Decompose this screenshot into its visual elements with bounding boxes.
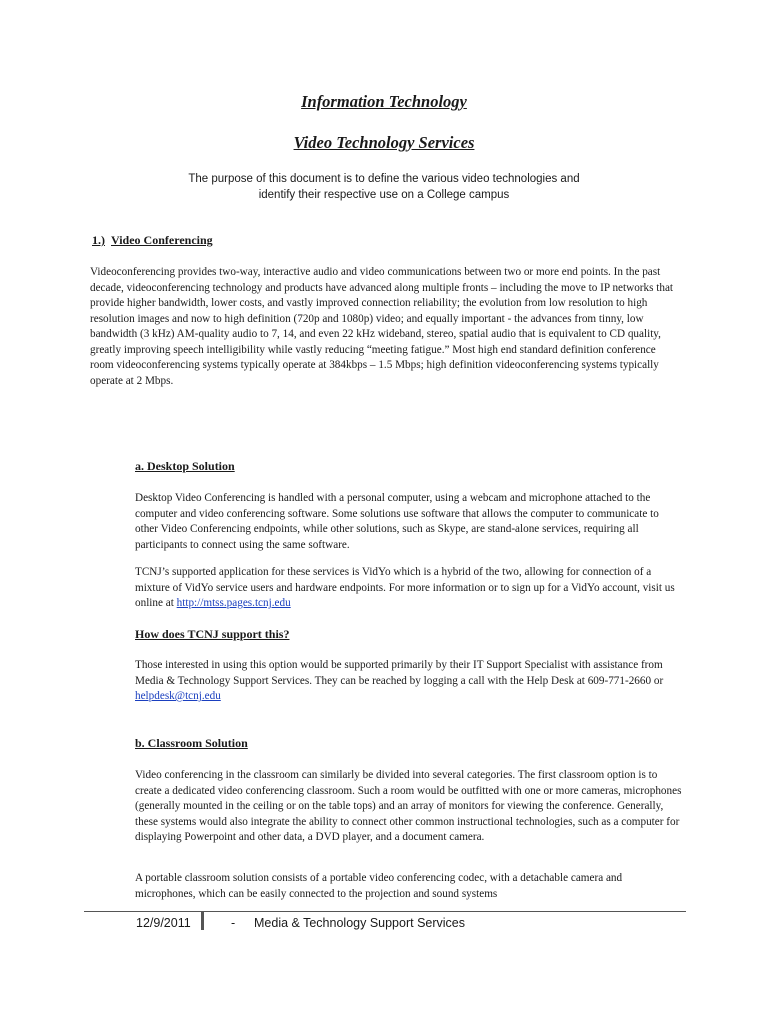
footer-date: 12/9/2011	[136, 916, 191, 930]
desktop-solution-heading: a. Desktop Solution	[135, 459, 235, 473]
desktop-paragraph-1: Desktop Video Conferencing is handled with a personal computer, using a webcam and microphone attached to the computer and video conferencing software. Some solutions use software that allows the computer to communicate to other Video Conferencing endpoints, while other solutions, such as Skype, are stand-alone services, requiring all participants to connect using the same software.	[135, 492, 659, 551]
support-heading: How does TCNJ support this?	[135, 627, 290, 641]
section-1-heading	[92, 233, 213, 248]
document-subtitle: Video Technology Services	[293, 133, 475, 152]
footer-separator	[201, 912, 204, 930]
intro-text	[150, 172, 618, 203]
footer-dash: -	[231, 916, 236, 930]
footer-divider	[84, 911, 686, 912]
footer-department: Media & Technology Support Services	[254, 916, 465, 930]
intro-line-1: The purpose of this document is to define the various video technologies and	[188, 173, 580, 185]
classroom-solution-body	[135, 768, 683, 846]
classroom-solution-heading: b. Classroom Solution	[135, 736, 248, 750]
desktop-paragraph-2-text: TCNJ’s supported application for these services is VidYo which is a hybrid of the two, allowing for connection of a mixture of VidYo service users and hardware endpoints. For more information or to sign up for a VidYo account, visit us online at	[135, 566, 675, 609]
document-title: Information Technology	[301, 92, 467, 111]
intro-line-2: identify their respective use on a College campus	[258, 188, 510, 201]
section-1-paragraph: Videoconferencing provides two-way, interactive audio and video communications between two or more end points. In the past decade, videoconferencing technology and products have advanced along multiple fronts – including the move to IP networks that provide higher bandwidth, lower costs, and vastly improved connection reliability; the evolution from low resolution to high resolution images and now to high definition (720p and 1080p) video; and equally important - the advances from tinny, low bandwidth (3 kHz) AM-quality audio to 7, 14, and even 22 kHz wideband, stereo, spatial audio that is equivalent to CD quality, greatly improving speech intelligibility while vastly reducing “meeting fatigue.” Most high end standard definition conference room videoconferencing systems typically operate at 384kbps – 1.5 Mbps; high definition videoconferencing systems typically operate at 2 Mbps.	[90, 266, 674, 387]
support-body	[135, 658, 683, 705]
desktop-solution-body-2	[135, 565, 683, 612]
section-1-number: 1.)	[92, 233, 105, 247]
classroom-paragraph-1: Video conferencing in the classroom can similarly be divided into several categories. The first classroom option is to create a dedicated video conferencing classroom. Such a room would be outfitted with one or more cameras, microphones (generally mounted in the ceiling or on the table tops) and an array of monitors for viewing the conference. Generally, these systems would also integrate the ability to connect other common instructional technologies, such as a computer for displaying Powerpoint and other data, a DVD player, and a document camera.	[135, 769, 682, 843]
support-paragraph	[135, 658, 683, 705]
mtss-link[interactable]: http://mtss.pages.tcnj.edu	[176, 597, 291, 609]
classroom-solution-body-2	[135, 871, 683, 902]
desktop-solution-body	[135, 491, 683, 553]
helpdesk-email-link[interactable]: helpdesk@tcnj.edu	[135, 690, 221, 702]
section-1-body	[90, 265, 682, 389]
support-paragraph-text: Those interested in using this option would be supported primarily by their IT Support Specialist with assistance from Media & Technology Support Services. They can be reached by logging a call with the Help Desk at 609-771-2660 or	[135, 659, 664, 687]
classroom-paragraph-2: A portable classroom solution consists of a portable video conferencing codec, with a detachable camera and microphones, which can be easily connected to the projection and sound systems	[135, 872, 623, 900]
desktop-paragraph-2	[135, 565, 683, 612]
section-1-title: Video Conferencing	[111, 233, 213, 247]
